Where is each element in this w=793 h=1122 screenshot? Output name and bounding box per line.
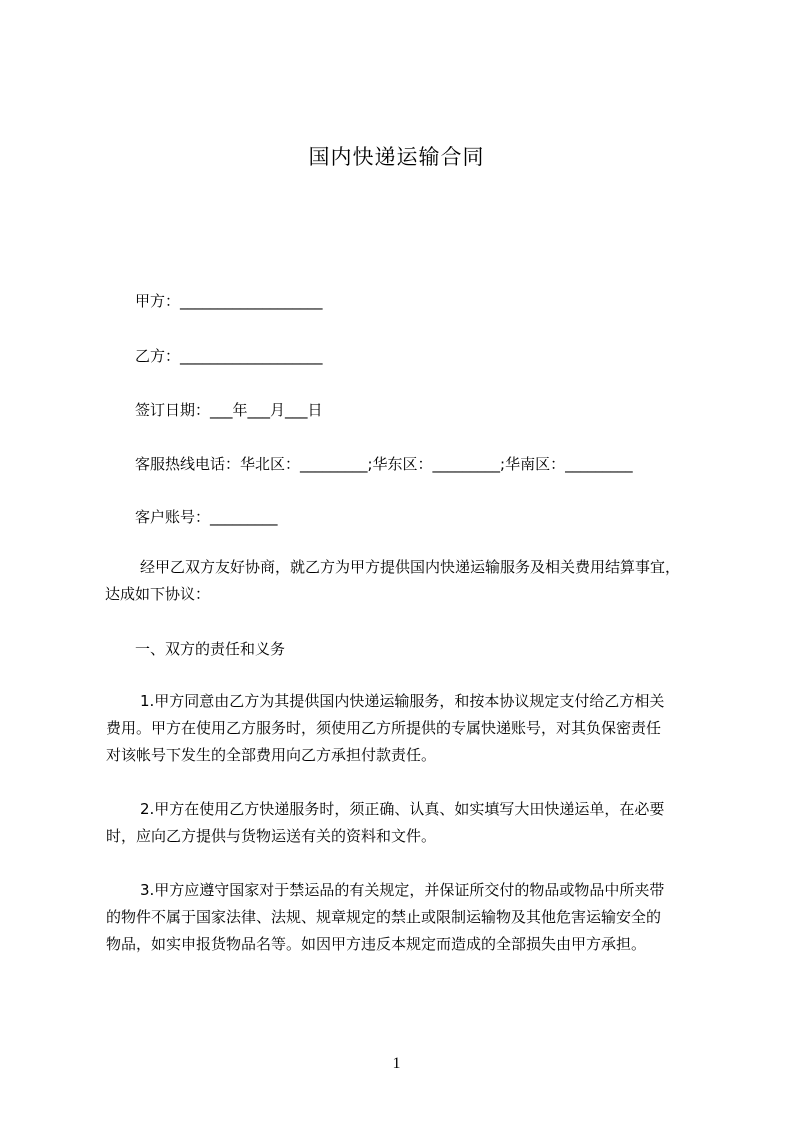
- clause-line: 2.甲方在使用乙方快递服务时，须正确、认真、如实填写大田快递运单，在必要: [140, 800, 665, 818]
- clause-line: 费用。甲方在使用乙方服务时，须使用乙方所提供的专属快递账号，对其负保密责任: [106, 719, 662, 737]
- clause-line: 1.甲方同意由乙方为其提供国内快递运输服务，和按本协议规定支付给乙方相关: [140, 692, 665, 710]
- account-line: 客户账号：_________: [135, 508, 278, 526]
- page-number: 1: [392, 1055, 401, 1072]
- party-a-line: 甲方：___________________: [135, 292, 323, 310]
- clause-2: [106, 796, 664, 850]
- intro-line: 经甲乙双方友好协商，就乙方为甲方提供国内快递运输服务及相关费用结算事宜，: [140, 558, 681, 576]
- clause-line: 3.甲方应遵守国家对于禁运品的有关规定，并保证所交付的物品或物品中所夹带: [140, 881, 665, 899]
- clause-line: 的物件不属于国家法律、法规、规章规定的禁止或限制运输物及其他危害运输安全的: [106, 908, 662, 926]
- clause-line: 对该帐号下发生的全部费用向乙方承担付款责任。: [106, 746, 437, 764]
- clause-1: [106, 688, 664, 769]
- clause-line: 物品，如实申报货物品名等。如因甲方违反本规定而造成的全部损失由甲方承担。: [106, 935, 647, 953]
- document-title: 国内快递运输合同: [308, 145, 485, 169]
- sign-date-line: 签订日期：___年___月___日: [135, 401, 323, 419]
- clause-line: 时，应向乙方提供与货物运送有关的资料和文件。: [106, 827, 437, 845]
- party-b-line: 乙方：___________________: [135, 347, 323, 365]
- intro-paragraph: [105, 554, 680, 608]
- intro-line: 达成如下协议：: [105, 585, 211, 603]
- hotline-line: 客服热线电话：华北区：_________;华东区：_________;华南区：_________: [135, 455, 633, 473]
- section-heading: 一、双方的责任和义务: [135, 640, 286, 658]
- clause-3: [106, 877, 664, 958]
